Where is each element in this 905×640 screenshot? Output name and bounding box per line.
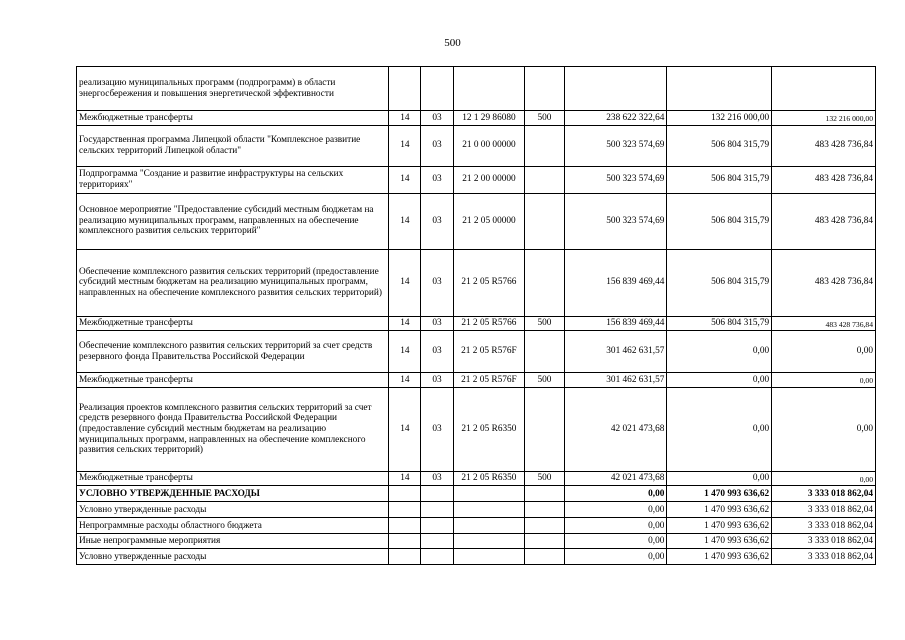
- subsection-code-cell: [421, 67, 453, 111]
- item-name-cell: Реализация проектов комплексного развития сельских территорий за счет средств резервного фонда Правительства Российской Федерации (предоставление субсидий местным бюджетам на реализацию муниципальных программ, направленных на обеспечение комплексного развития сельских территорий): [77, 387, 389, 471]
- item-name-cell: Условно утвержденные расходы: [77, 502, 389, 518]
- expense-type-cell: [525, 125, 564, 166]
- section-code-cell: 14: [389, 125, 421, 166]
- amount-year2-cell: 506 804 315,79: [667, 193, 772, 249]
- item-name-cell: УСЛОВНО УТВЕРЖДЕННЫЕ РАСХОДЫ: [77, 486, 389, 502]
- amount-year3-cell: [772, 67, 876, 111]
- budget-table: [76, 66, 876, 565]
- amount-year1-cell: 301 462 631,57: [564, 373, 667, 388]
- expense-type-cell: 500: [525, 471, 564, 486]
- expense-type-cell: [525, 486, 564, 502]
- subsection-code-cell: 03: [421, 125, 453, 166]
- amount-year2-cell: 1 470 993 636,62: [667, 518, 772, 534]
- target-article-cell: [453, 534, 525, 549]
- section-code-cell: [389, 518, 421, 534]
- table-row: [77, 486, 876, 502]
- amount-year3-cell: 3 333 018 862,04: [772, 534, 876, 549]
- subsection-code-cell: [421, 502, 453, 518]
- section-code-cell: [389, 534, 421, 549]
- amount-year1-cell: 0,00: [564, 534, 667, 549]
- expense-type-cell: 500: [525, 316, 564, 331]
- target-article-cell: 21 2 05 R6350: [453, 387, 525, 471]
- amount-year3-cell: 3 333 018 862,04: [772, 518, 876, 534]
- expense-type-cell: [525, 166, 564, 193]
- expense-type-cell: [525, 534, 564, 549]
- item-name-cell: Межбюджетные трансферты: [77, 316, 389, 331]
- amount-year1-cell: 500 323 574,69: [564, 125, 667, 166]
- item-name-cell: Условно утвержденные расходы: [77, 549, 389, 565]
- target-article-cell: 21 2 05 R5766: [453, 316, 525, 331]
- expense-type-cell: [525, 549, 564, 565]
- page-number: 500: [444, 37, 461, 49]
- expense-type-cell: [525, 331, 564, 373]
- subsection-code-cell: [421, 534, 453, 549]
- section-code-cell: [389, 502, 421, 518]
- section-code-cell: 14: [389, 111, 421, 126]
- amount-year2-cell: 1 470 993 636,62: [667, 534, 772, 549]
- target-article-cell: [453, 518, 525, 534]
- subsection-code-cell: 03: [421, 373, 453, 388]
- amount-year1-cell: [564, 67, 667, 111]
- subsection-code-cell: 03: [421, 249, 453, 316]
- amount-year3-cell: 0,00: [772, 331, 876, 373]
- expense-type-cell: 500: [525, 111, 564, 126]
- amount-year1-cell: 0,00: [564, 518, 667, 534]
- amount-year1-cell: 500 323 574,69: [564, 166, 667, 193]
- section-code-cell: [389, 67, 421, 111]
- table-row: [77, 193, 876, 249]
- amount-year2-cell: 132 216 000,00: [667, 111, 772, 126]
- item-name-cell: Межбюджетные трансферты: [77, 471, 389, 486]
- section-code-cell: 14: [389, 331, 421, 373]
- table-row: [77, 518, 876, 534]
- amount-year3-cell: 483 428 736,84: [772, 166, 876, 193]
- amount-year3-cell: 3 333 018 862,04: [772, 486, 876, 502]
- item-name-cell: Обеспечение комплексного развития сельских территорий за счет средств резервного фонда Правительства Российской Федерации: [77, 331, 389, 373]
- table-row: [77, 387, 876, 471]
- amount-year1-cell: 0,00: [564, 502, 667, 518]
- expense-type-cell: [525, 518, 564, 534]
- section-code-cell: 14: [389, 249, 421, 316]
- expense-type-cell: [525, 193, 564, 249]
- table-row: [77, 549, 876, 565]
- table-row: [77, 316, 876, 331]
- section-code-cell: 14: [389, 193, 421, 249]
- amount-year1-cell: 301 462 631,57: [564, 331, 667, 373]
- item-name-cell: реализацию муниципальных программ (подпрограмм) в области энергосбережения и повышения энергетической эффективности: [77, 67, 389, 111]
- amount-year3-cell: 483 428 736,84: [772, 125, 876, 166]
- amount-year1-cell: 156 839 469,44: [564, 316, 667, 331]
- expense-type-cell: [525, 502, 564, 518]
- target-article-cell: 21 2 05 R5766: [453, 249, 525, 316]
- amount-year2-cell: 506 804 315,79: [667, 125, 772, 166]
- amount-year3-cell: 3 333 018 862,04: [772, 502, 876, 518]
- amount-year2-cell: 0,00: [667, 373, 772, 388]
- item-name-cell: Непрограммные расходы областного бюджета: [77, 518, 389, 534]
- table-row: [77, 331, 876, 373]
- table-row: [77, 67, 876, 111]
- section-code-cell: 14: [389, 387, 421, 471]
- amount-year2-cell: 0,00: [667, 331, 772, 373]
- section-code-cell: 14: [389, 373, 421, 388]
- table-row: [77, 166, 876, 193]
- expense-type-cell: [525, 249, 564, 316]
- amount-year2-cell: 506 804 315,79: [667, 249, 772, 316]
- amount-year2-cell: 1 470 993 636,62: [667, 549, 772, 565]
- section-code-cell: 14: [389, 166, 421, 193]
- table-row: [77, 502, 876, 518]
- amount-year1-cell: 500 323 574,69: [564, 193, 667, 249]
- section-code-cell: 14: [389, 316, 421, 331]
- subsection-code-cell: [421, 486, 453, 502]
- amount-year3-cell: 483 428 736,84: [772, 316, 876, 331]
- target-article-cell: [453, 486, 525, 502]
- subsection-code-cell: 03: [421, 471, 453, 486]
- amount-year2-cell: 1 470 993 636,62: [667, 486, 772, 502]
- amount-year3-cell: 0,00: [772, 373, 876, 388]
- table-row: [77, 471, 876, 486]
- target-article-cell: 12 1 29 86080: [453, 111, 525, 126]
- target-article-cell: 21 2 05 R576F: [453, 331, 525, 373]
- amount-year3-cell: 483 428 736,84: [772, 249, 876, 316]
- amount-year3-cell: 0,00: [772, 471, 876, 486]
- item-name-cell: Государственная программа Липецкой области "Комплексное развитие сельских территорий Липецкой области": [77, 125, 389, 166]
- target-article-cell: [453, 67, 525, 111]
- table-row: [77, 373, 876, 388]
- target-article-cell: 21 2 05 R576F: [453, 373, 525, 388]
- table-row: [77, 125, 876, 166]
- amount-year1-cell: 42 021 473,68: [564, 387, 667, 471]
- subsection-code-cell: 03: [421, 387, 453, 471]
- amount-year1-cell: 238 622 322,64: [564, 111, 667, 126]
- amount-year3-cell: 483 428 736,84: [772, 193, 876, 249]
- amount-year2-cell: 506 804 315,79: [667, 166, 772, 193]
- target-article-cell: 21 2 05 00000: [453, 193, 525, 249]
- amount-year2-cell: 1 470 993 636,62: [667, 502, 772, 518]
- amount-year2-cell: 0,00: [667, 387, 772, 471]
- amount-year1-cell: 42 021 473,68: [564, 471, 667, 486]
- amount-year1-cell: 0,00: [564, 486, 667, 502]
- expense-type-cell: [525, 387, 564, 471]
- amount-year3-cell: 0,00: [772, 387, 876, 471]
- target-article-cell: 21 2 05 R6350: [453, 471, 525, 486]
- section-code-cell: [389, 549, 421, 565]
- amount-year2-cell: 0,00: [667, 471, 772, 486]
- subsection-code-cell: 03: [421, 316, 453, 331]
- section-code-cell: 14: [389, 471, 421, 486]
- subsection-code-cell: 03: [421, 193, 453, 249]
- expense-type-cell: 500: [525, 373, 564, 388]
- item-name-cell: Межбюджетные трансферты: [77, 373, 389, 388]
- amount-year3-cell: 3 333 018 862,04: [772, 549, 876, 565]
- table-row: [77, 111, 876, 126]
- item-name-cell: Иные непрограммные мероприятия: [77, 534, 389, 549]
- table-row: [77, 249, 876, 316]
- subsection-code-cell: 03: [421, 331, 453, 373]
- amount-year1-cell: 156 839 469,44: [564, 249, 667, 316]
- section-code-cell: [389, 486, 421, 502]
- subsection-code-cell: 03: [421, 166, 453, 193]
- amount-year3-cell: 132 216 000,00: [772, 111, 876, 126]
- item-name-cell: Основное мероприятие "Предоставление субсидий местным бюджетам на реализацию муниципальных программ, направленных на обеспечение комплексного развития сельских территорий": [77, 193, 389, 249]
- target-article-cell: [453, 502, 525, 518]
- subsection-code-cell: [421, 549, 453, 565]
- table-row: [77, 534, 876, 549]
- item-name-cell: Обеспечение комплексного развития сельских территорий (предоставление субсидий местным бюджетам на реализацию муниципальных программ, направленных на обеспечение комплексного развития сельских территорий): [77, 249, 389, 316]
- target-article-cell: 21 2 00 00000: [453, 166, 525, 193]
- amount-year2-cell: [667, 67, 772, 111]
- amount-year1-cell: 0,00: [564, 549, 667, 565]
- target-article-cell: [453, 549, 525, 565]
- item-name-cell: Межбюджетные трансферты: [77, 111, 389, 126]
- amount-year2-cell: 506 804 315,79: [667, 316, 772, 331]
- subsection-code-cell: [421, 518, 453, 534]
- expense-type-cell: [525, 67, 564, 111]
- item-name-cell: Подпрограмма "Создание и развитие инфраструктуры на сельских территориях": [77, 166, 389, 193]
- target-article-cell: 21 0 00 00000: [453, 125, 525, 166]
- subsection-code-cell: 03: [421, 111, 453, 126]
